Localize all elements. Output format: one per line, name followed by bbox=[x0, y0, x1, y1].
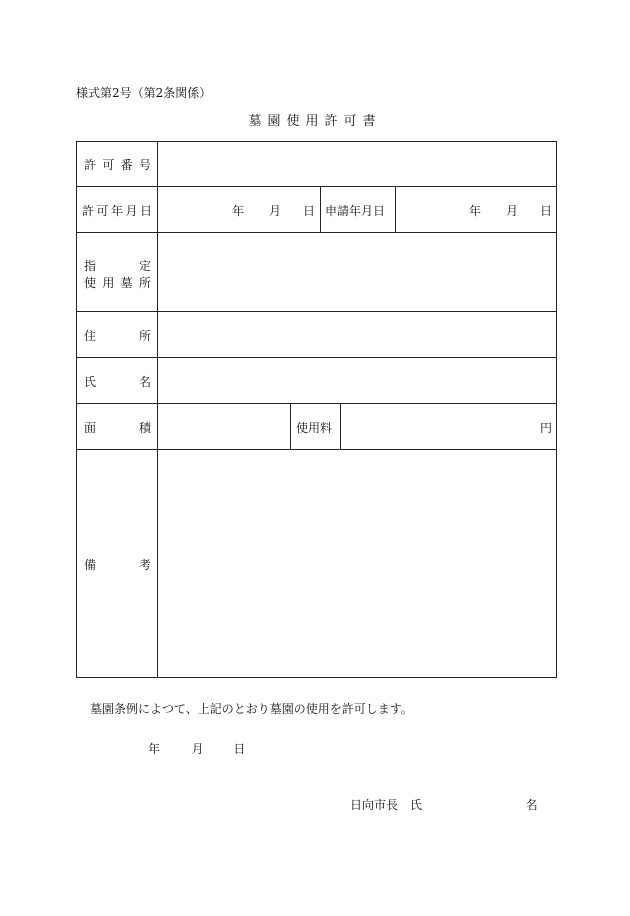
column-divider bbox=[290, 403, 291, 449]
table-border-left bbox=[76, 141, 77, 678]
column-divider bbox=[340, 403, 341, 449]
permit-form-table bbox=[76, 141, 557, 678]
signer-line bbox=[350, 796, 538, 813]
issue-date bbox=[148, 740, 245, 757]
row-divider bbox=[76, 232, 557, 233]
label-column-divider bbox=[157, 141, 158, 678]
permit-month-unit: 月 bbox=[269, 204, 282, 218]
row-divider bbox=[76, 311, 557, 312]
table-border-bottom bbox=[76, 677, 557, 678]
row-divider bbox=[76, 403, 557, 404]
row-divider bbox=[76, 449, 557, 450]
issue-month-unit: 月 bbox=[191, 742, 204, 756]
application-month-unit: 月 bbox=[506, 204, 519, 218]
issue-day-unit: 日 bbox=[233, 742, 246, 756]
column-divider bbox=[320, 186, 321, 232]
permit-day-unit: 日 bbox=[303, 204, 316, 218]
permit-year-unit: 年 bbox=[232, 204, 245, 218]
area-label: 面 積 bbox=[84, 421, 151, 435]
address-label: 住 所 bbox=[84, 329, 151, 343]
row-divider bbox=[76, 357, 557, 358]
application-day-unit: 日 bbox=[540, 204, 553, 218]
name-label: 氏 名 bbox=[84, 375, 151, 389]
form-number: 様式第2号（第2条関係） bbox=[76, 86, 212, 100]
designated-label-line2: 使 用 墓 所 bbox=[84, 276, 151, 290]
designated-label-line1: 指 定 bbox=[84, 259, 151, 273]
signer-suffix: 名 bbox=[525, 798, 538, 812]
signer-title: 日向市長 氏 bbox=[350, 798, 423, 812]
remarks-label: 備 考 bbox=[84, 558, 151, 572]
yen-unit: 円 bbox=[540, 421, 553, 435]
row-divider bbox=[76, 186, 557, 187]
application-year-unit: 年 bbox=[469, 204, 482, 218]
issue-year-unit: 年 bbox=[148, 742, 161, 756]
permit-statement: 墓園条例によつて、上記のとおり墓園の使用を許可します。 bbox=[90, 702, 413, 716]
permit-date-label: 許 可 年 月 日 bbox=[82, 204, 152, 218]
permit-number-label: 許 可 番 号 bbox=[84, 158, 151, 172]
document-title: 墓園使用許可書 bbox=[248, 114, 382, 129]
column-divider bbox=[395, 186, 396, 232]
application-date-label: 申請年月日 bbox=[325, 204, 386, 218]
usage-fee-label: 使用料 bbox=[296, 421, 333, 435]
table-border-right bbox=[556, 141, 557, 678]
table-border-top bbox=[76, 141, 557, 142]
